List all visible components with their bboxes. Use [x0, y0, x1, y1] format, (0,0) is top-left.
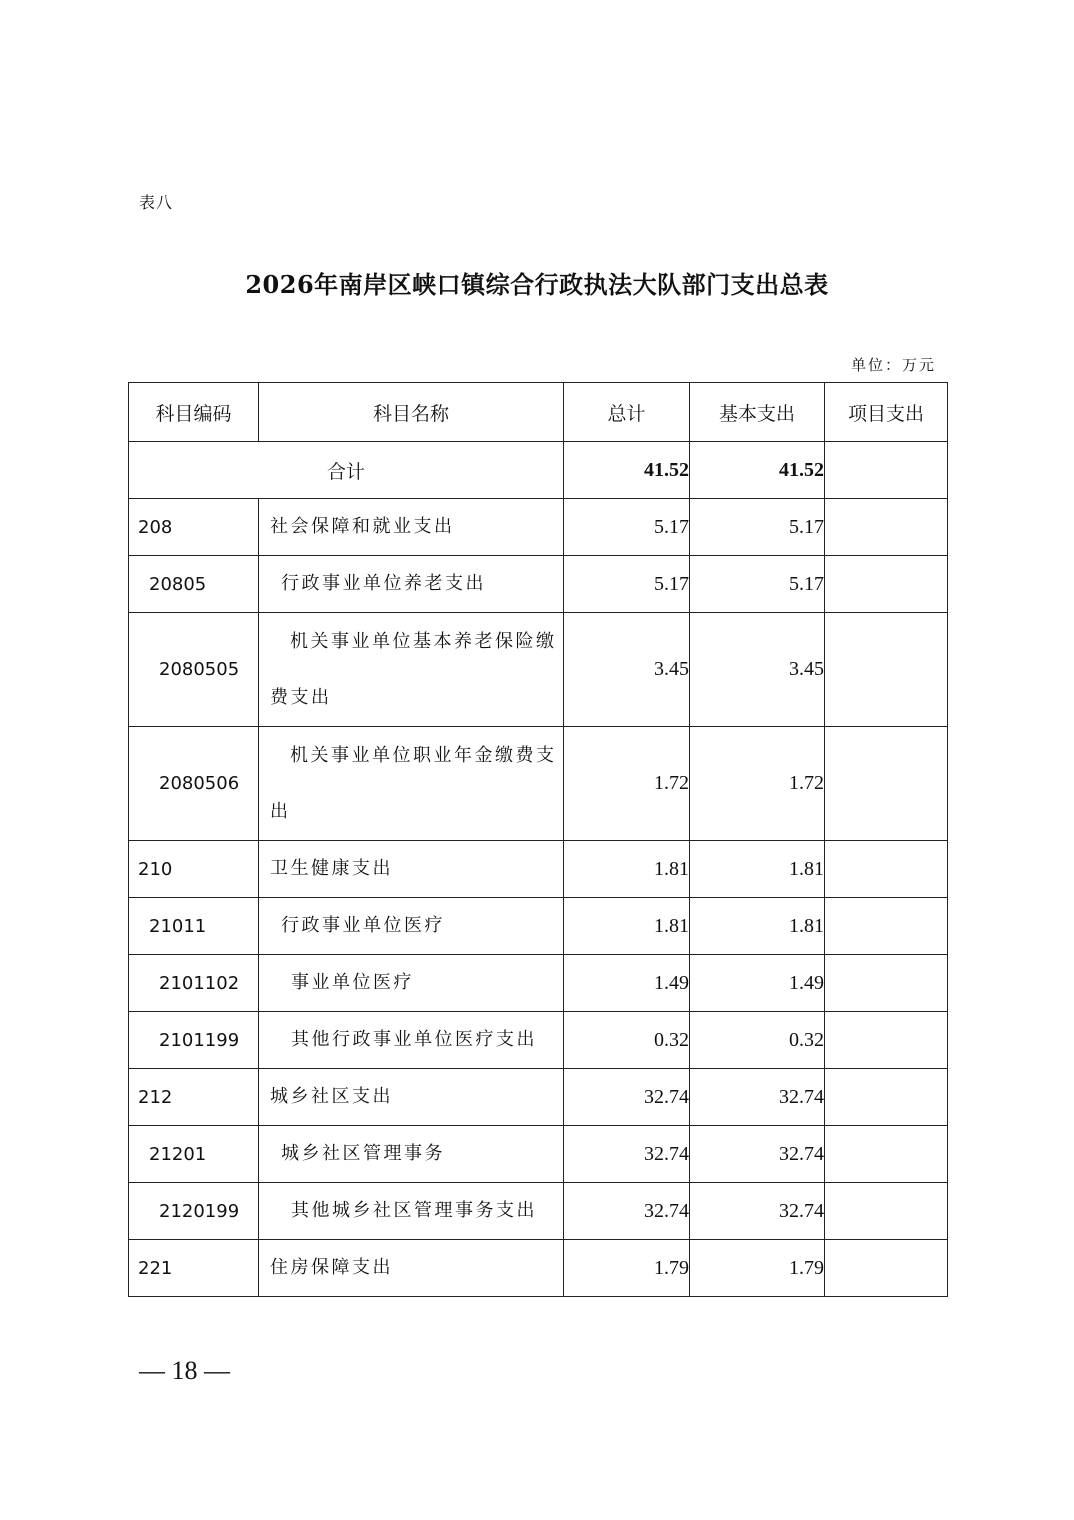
row-project: [825, 499, 948, 556]
header-name: 科目名称: [259, 383, 564, 442]
row-code: 2080506: [129, 727, 259, 841]
table-row: [129, 898, 948, 955]
row-name: 城乡社区支出: [259, 1069, 564, 1126]
expenditure-table: [128, 382, 948, 1297]
row-project: [825, 898, 948, 955]
header-basic: 基本支出: [690, 383, 825, 442]
row-code: 2101199: [129, 1012, 259, 1069]
row-name: 住房保障支出: [259, 1240, 564, 1297]
row-name: 其他城乡社区管理事务支出: [259, 1183, 564, 1240]
table-row: [129, 841, 948, 898]
page-title: 2026年南岸区峡口镇综合行政执法大队部门支出总表: [245, 270, 829, 299]
row-name: 社会保障和就业支出: [259, 499, 564, 556]
row-project: [825, 1069, 948, 1126]
header-code: 科目编码: [129, 383, 259, 442]
summary-project: [825, 442, 948, 499]
row-basic: 3.45: [690, 613, 825, 727]
row-total: 1.72: [564, 727, 690, 841]
row-code: 212: [129, 1069, 259, 1126]
row-code: 210: [129, 841, 259, 898]
table-row: [129, 556, 948, 613]
summary-row: [129, 442, 948, 499]
table-row: [129, 1183, 948, 1240]
row-basic: 1.49: [690, 955, 825, 1012]
row-code: 221: [129, 1240, 259, 1297]
row-basic: 1.81: [690, 898, 825, 955]
row-basic: 1.72: [690, 727, 825, 841]
summary-label: 合计: [129, 442, 564, 499]
row-name: 机关事业单位基本养老保险缴费支出: [259, 613, 564, 727]
row-basic: 5.17: [690, 499, 825, 556]
table-row: [129, 1069, 948, 1126]
summary-total: 41.52: [564, 442, 690, 499]
table-row: [129, 1240, 948, 1297]
table-row: [129, 955, 948, 1012]
row-name: 卫生健康支出: [259, 841, 564, 898]
row-basic: 1.81: [690, 841, 825, 898]
row-total: 1.79: [564, 1240, 690, 1297]
table-row: [129, 1012, 948, 1069]
row-code: 20805: [129, 556, 259, 613]
row-total: 0.32: [564, 1012, 690, 1069]
summary-basic: 41.52: [690, 442, 825, 499]
row-total: 1.49: [564, 955, 690, 1012]
row-code: 2101102: [129, 955, 259, 1012]
table-header-row: [129, 383, 948, 442]
header-total: 总计: [564, 383, 690, 442]
row-project: [825, 955, 948, 1012]
row-basic: 32.74: [690, 1126, 825, 1183]
row-total: 1.81: [564, 841, 690, 898]
row-name: 行政事业单位医疗: [259, 898, 564, 955]
row-project: [825, 727, 948, 841]
row-code: 21011: [129, 898, 259, 955]
row-project: [825, 1126, 948, 1183]
row-basic: 32.74: [690, 1069, 825, 1126]
page-number: — 18 —: [139, 1356, 230, 1385]
row-name: 行政事业单位养老支出: [259, 556, 564, 613]
row-total: 5.17: [564, 499, 690, 556]
row-name: 机关事业单位职业年金缴费支出: [259, 727, 564, 841]
row-total: 32.74: [564, 1069, 690, 1126]
row-code: 208: [129, 499, 259, 556]
row-name: 城乡社区管理事务: [259, 1126, 564, 1183]
table-row: [129, 1126, 948, 1183]
row-basic: 0.32: [690, 1012, 825, 1069]
row-basic: 1.79: [690, 1240, 825, 1297]
table-row: [129, 499, 948, 556]
row-code: 2080505: [129, 613, 259, 727]
row-code: 2120199: [129, 1183, 259, 1240]
row-project: [825, 841, 948, 898]
row-total: 3.45: [564, 613, 690, 727]
row-name: 其他行政事业单位医疗支出: [259, 1012, 564, 1069]
row-name: 事业单位医疗: [259, 955, 564, 1012]
row-total: 32.74: [564, 1126, 690, 1183]
row-project: [825, 613, 948, 727]
row-basic: 32.74: [690, 1183, 825, 1240]
row-basic: 5.17: [690, 556, 825, 613]
unit-label: 单位：万元: [850, 356, 936, 374]
row-project: [825, 556, 948, 613]
row-code: 21201: [129, 1126, 259, 1183]
header-project: 项目支出: [825, 383, 948, 442]
row-project: [825, 1183, 948, 1240]
row-project: [825, 1240, 948, 1297]
row-total: 32.74: [564, 1183, 690, 1240]
row-total: 5.17: [564, 556, 690, 613]
row-total: 1.81: [564, 898, 690, 955]
row-project: [825, 1012, 948, 1069]
table-row: [129, 727, 948, 841]
table-label: 表八: [139, 193, 174, 212]
table-row: [129, 613, 948, 727]
